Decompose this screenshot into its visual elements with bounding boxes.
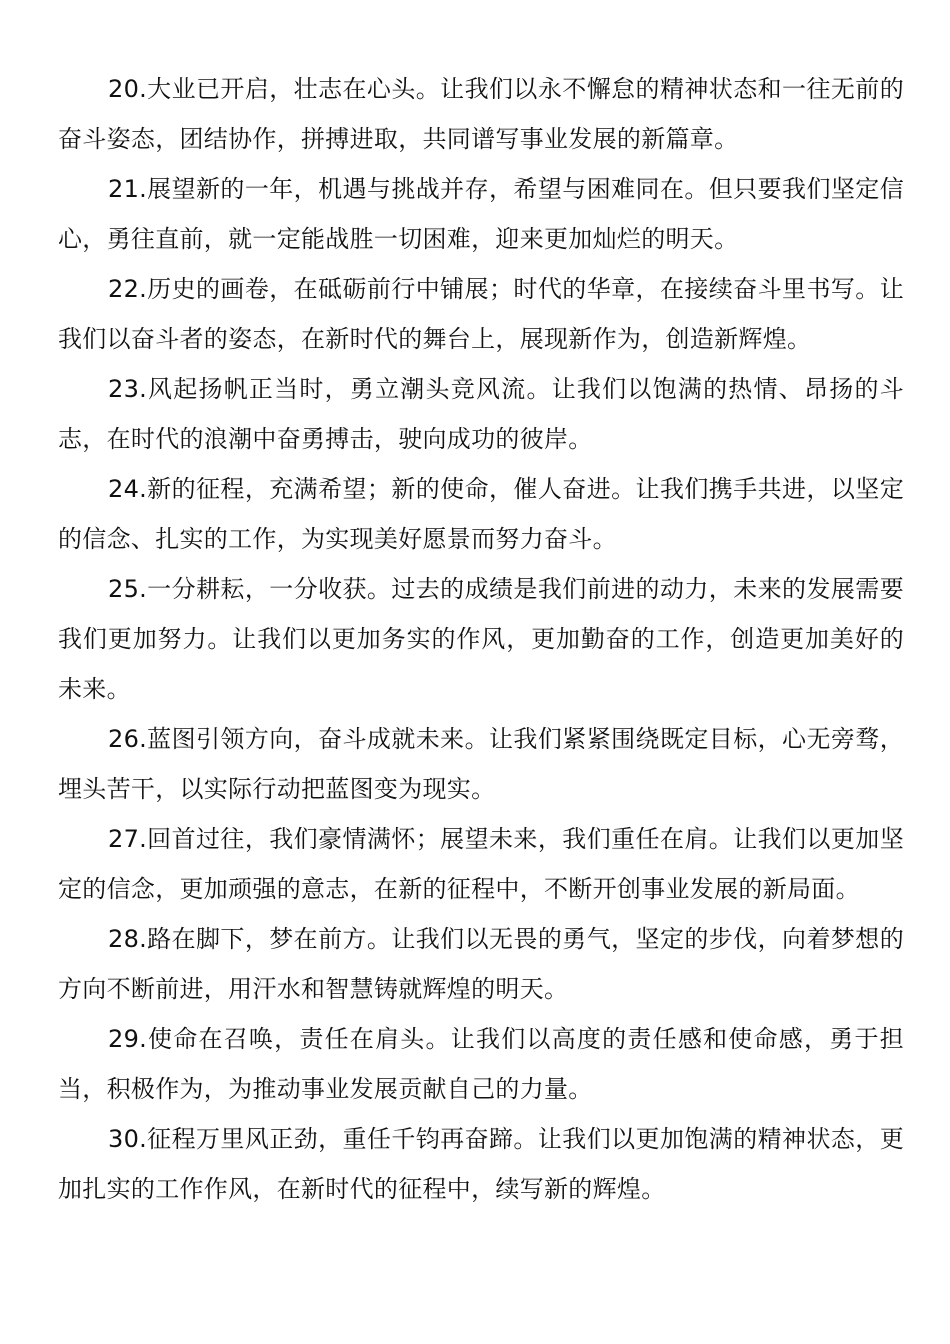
- paragraph-21: 21.展望新的一年，机遇与挑战并存，希望与困难同在。但只要我们坚定信心，勇往直前，就一定能战胜一切困难，迎来更加灿烂的明天。: [58, 175, 904, 253]
- paragraph-20: 20.大业已开启，壮志在心头。让我们以永不懈怠的精神状态和一往无前的奋斗姿态，团结协作，拼搏进取，共同谱写事业发展的新篇章。: [58, 75, 904, 153]
- paragraph-23: 23.风起扬帆正当时，勇立潮头竞风流。让我们以饱满的热情、昂扬的斗志，在时代的浪潮中奋勇搏击，驶向成功的彼岸。: [58, 375, 904, 453]
- paragraph-24: 24.新的征程，充满希望；新的使命，催人奋进。让我们携手共进，以坚定的信念、扎实的工作，为实现美好愿景而努力奋斗。: [58, 475, 904, 553]
- paragraph-30: 30.征程万里风正劲，重任千钧再奋蹄。让我们以更加饱满的精神状态，更加扎实的工作作风，在新时代的征程中，续写新的辉煌。: [58, 1125, 904, 1203]
- paragraph-22: 22.历史的画卷，在砥砺前行中铺展；时代的华章，在接续奋斗里书写。让我们以奋斗者的姿态，在新时代的舞台上，展现新作为，创造新辉煌。: [58, 275, 904, 353]
- paragraph-27: 27.回首过往，我们豪情满怀；展望未来，我们重任在肩。让我们以更加坚定的信念，更加顽强的意志，在新的征程中，不断开创事业发展的新局面。: [58, 825, 904, 903]
- paragraph-28: 28.路在脚下，梦在前方。让我们以无畏的勇气，坚定的步伐，向着梦想的方向不断前进，用汗水和智慧铸就辉煌的明天。: [58, 925, 904, 1003]
- paragraph-26: 26.蓝图引领方向，奋斗成就未来。让我们紧紧围绕既定目标，心无旁骛，埋头苦干，以实际行动把蓝图变为现实。: [58, 725, 904, 803]
- paragraph-29: 29.使命在召唤，责任在肩头。让我们以高度的责任感和使命感，勇于担当，积极作为，为推动事业发展贡献自己的力量。: [58, 1025, 904, 1103]
- document-body: [58, 64, 904, 1214]
- paragraph-25: 25.一分耕耘，一分收获。过去的成绩是我们前进的动力，未来的发展需要我们更加努力。让我们以更加务实的作风，更加勤奋的工作，创造更加美好的未来。: [58, 575, 904, 703]
